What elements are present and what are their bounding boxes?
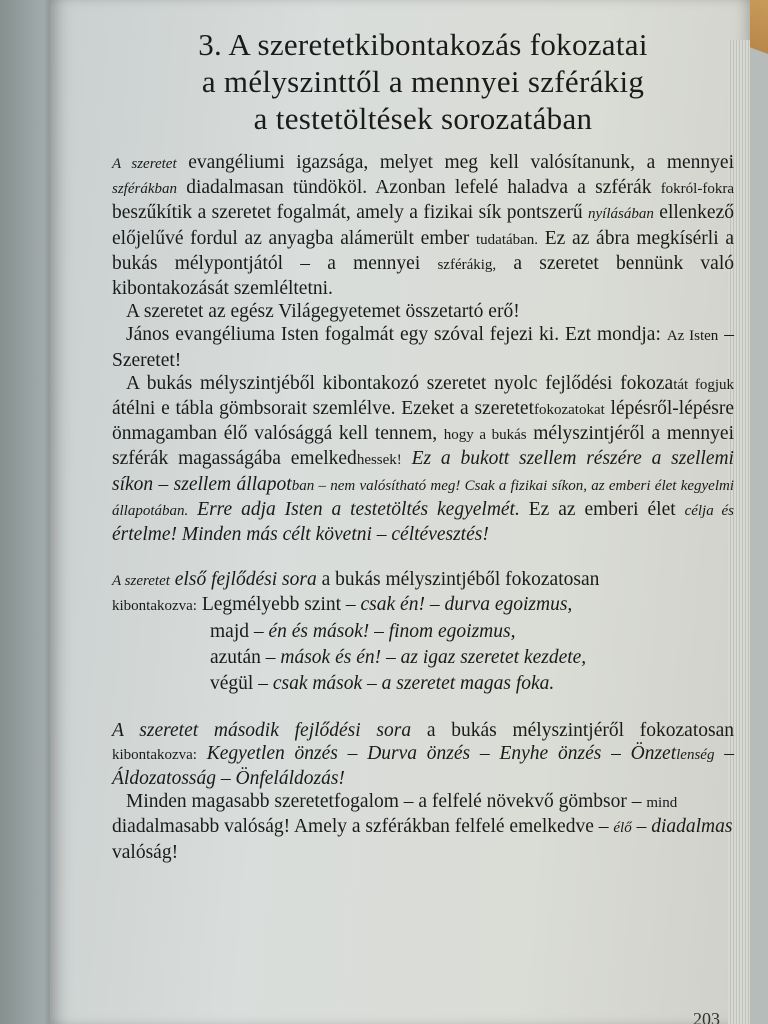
spacer xyxy=(112,546,734,568)
step-line-2: azután – mások és én! – az igaz szeretet kezdete, xyxy=(210,646,587,668)
spacer xyxy=(112,697,734,719)
title-line-3: a testetöltések sorozatában xyxy=(253,101,593,136)
body-text xyxy=(112,151,734,864)
paragraph-conclusion: Minden magasabb szeretetfogalom – a felfelé növekvő gömbsor – mind diadalmasabb valóság! Amely a szférákban felfelé emelkedve – élő – diadalmas valóság! xyxy=(112,791,733,863)
paragraph-john: János evangéliuma Isten fogalmát egy szóval fejezi ki. Ezt mondja: Az Isten – Szeretet! xyxy=(112,324,734,371)
step-line-1: majd – én és mások! – finom egoizmus, xyxy=(210,620,516,642)
title-line-2: a mélyszinttől a mennyei szférákig xyxy=(201,64,645,99)
paragraph-eight-stages: A bukás mélyszintjéből kibontakozó szeretet nyolc fejlődési fokozatát fogjuk átélni e tábla gömbsorait szemlélve. Ezeket a szeretetfokozatokat lépésről-lépésre önmagamban élő valósággá kell tennem, hogy a bukás mélyszintjéről a mennyei szférák magasságába emelkedhessek! Ez a bukott szellem részére a szellemi síkon – szellem állapotban – nem valósítható meg! Csak a fizikai síkon, az emberi élet kegyelmi állapotában. Erre adja Isten a testetöltés kegyelmét. Ez az emberi élet célja és értelme! Minden más célt követni – céltévesztés! xyxy=(112,372,735,546)
paragraph-universe: A szeretet az egész Világegyetemet összetartó erő! xyxy=(126,301,520,323)
paragraph-intro: A szeretet evangéliumi igazsága, melyet meg kell valósítanunk, a mennyei szférákban diadalmasan tündököl. Azonban lefelé haladva a szférák fokról-fokra beszűkítik a szeretet fogalmát, amely a fizikai sík pontszerű nyílásában ellenkező előjelűvé fordul az anyagba alámerült ember tudatában. Ez az ábra megkísérli a bukás mélypontjától – a mennyei szférákig, a szeretet bennünk való kibontakozását szemléltetni. xyxy=(112,152,735,300)
page-content xyxy=(112,26,734,864)
paragraph-first-series: A szeretet első fejlődési sora a bukás mélyszintjéből fokozatosan kibontakozva: Legmélyebb szint – csak én! – durva egoizmus, xyxy=(112,569,600,616)
book-page xyxy=(50,0,750,1024)
title-line-1: 3. A szeretetkibontakozás fokozatai xyxy=(198,27,648,62)
step-line-3: végül – csak mások – a szeretet magas foka. xyxy=(210,672,555,694)
paragraph-second-series: A szeretet második fejlődési sora a bukás mélyszintjéről fokozatosan kibontakozva: Kegyetlen önzés – Durva önzés – Enyhe önzés – Önzetlenség – Áldozatosság – Önfeláldozás! xyxy=(112,719,735,790)
first-series-steps xyxy=(210,619,734,697)
chapter-title xyxy=(112,26,734,137)
page-number: 203 xyxy=(693,1009,720,1024)
